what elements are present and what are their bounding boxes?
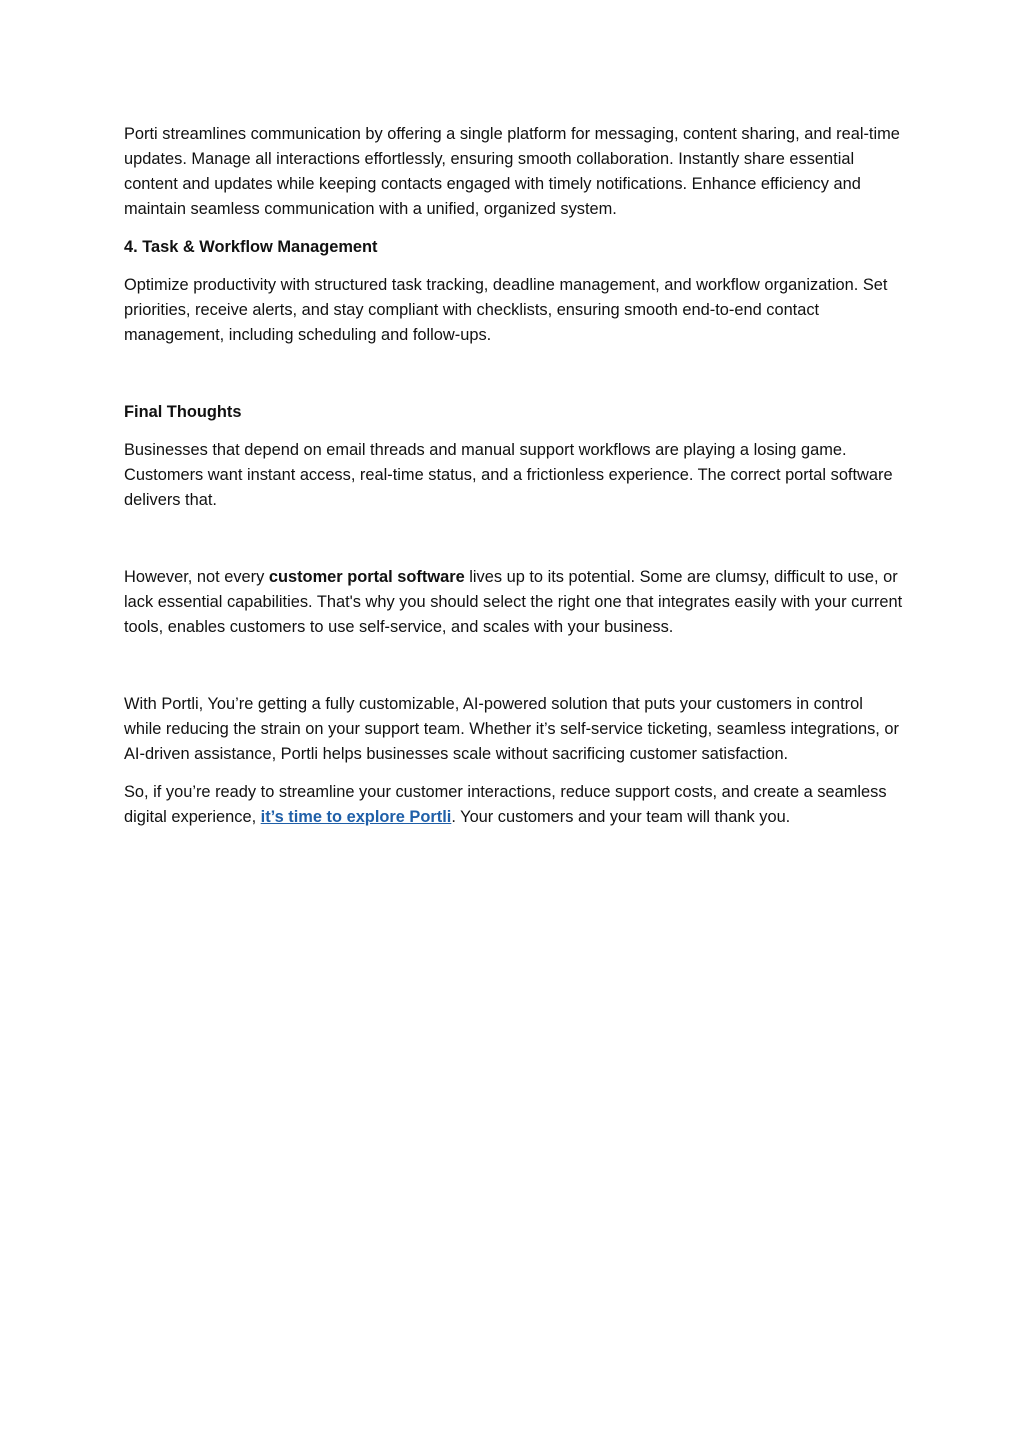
paragraph-2-text-end: lives up to its potential. Some are clumsy, difficult to use, or lack essential capabilities. That's why you should select the right one that integrates easily with your current tools, enables customers to use self-service, and scales with your business.: [124, 568, 903, 636]
final-thoughts-paragraph-4: [124, 780, 904, 830]
final-thoughts-heading: Final Thoughts: [124, 403, 242, 421]
document-content: [124, 122, 904, 843]
task-workflow-heading: 4. Task & Workflow Management: [124, 238, 378, 256]
spacer: [124, 526, 904, 565]
explore-portli-link[interactable]: it’s time to explore Portli: [260, 808, 452, 826]
spacer: [124, 653, 904, 692]
final-thoughts-paragraph-3: With Portli, You’re getting a fully customizable, AI-powered solution that puts your customers in control while reducing the strain on your support team. Whether it’s self-service ticketing, seamless integrations, or AI-driven assistance, Portli helps businesses scale without sacrificing customer satisfaction.: [124, 695, 899, 763]
paragraph-2-text-start: However, not every: [124, 568, 269, 586]
customer-portal-software-bold: customer portal software: [268, 568, 465, 586]
final-thoughts-paragraph-2: [124, 565, 904, 640]
final-thoughts-paragraph-1: Businesses that depend on email threads and manual support workflows are playing a losing game. Customers want instant access, real-time status, and a frictionless experience. The correct portal software delivers that.: [124, 441, 893, 509]
paragraph-4-text-end: . Your customers and your team will thank you.: [451, 808, 791, 826]
spacer: [124, 361, 904, 400]
task-workflow-paragraph: Optimize productivity with structured task tracking, deadline management, and workflow organization. Set priorities, receive alerts, and stay compliant with checklists, ensuring smooth end-to-end contact management, including scheduling and follow-ups.: [124, 276, 888, 344]
intro-paragraph: Porti streamlines communication by offering a single platform for messaging, content sharing, and real-time updates. Manage all interactions effortlessly, ensuring smooth collaboration. Instantly share essential content and updates while keeping contacts engaged with timely notifications. Enhance efficiency and maintain seamless communication with a unified, organized system.: [124, 125, 900, 218]
paragraph-4-text-start: So, if you’re ready to streamline your customer interactions, reduce support costs, and create a seamless digital experience,: [124, 783, 887, 826]
